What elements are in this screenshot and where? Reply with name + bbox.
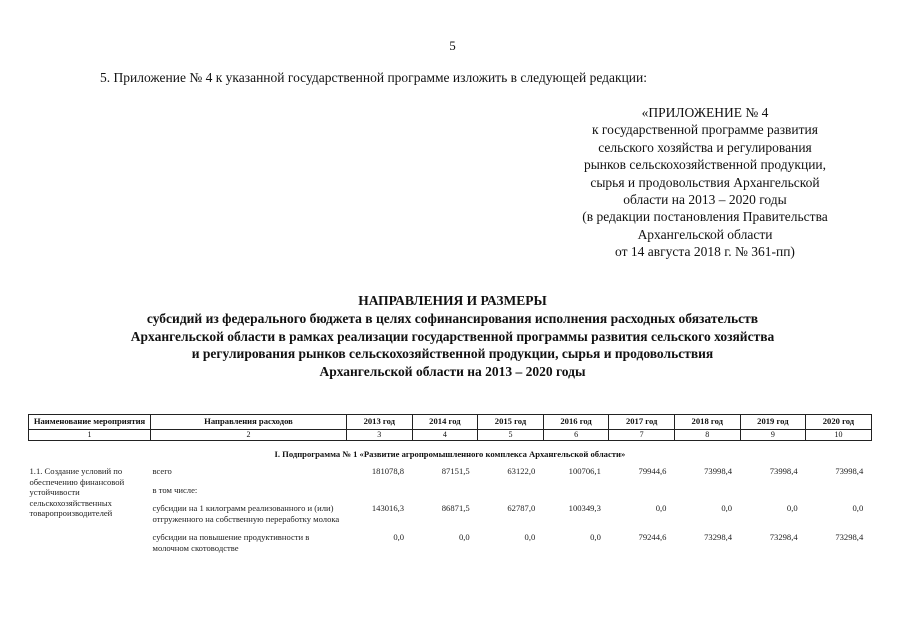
table-row bbox=[29, 483, 872, 502]
row-value bbox=[412, 483, 478, 502]
header-year: 2019 год bbox=[740, 415, 806, 430]
row-value: 143016,3 bbox=[371, 503, 405, 514]
row-value: 86871,5 bbox=[441, 503, 470, 514]
page-number: 5 bbox=[449, 38, 456, 53]
row-value bbox=[478, 483, 544, 502]
table-header-row bbox=[29, 415, 872, 430]
header-year: 2014 год bbox=[412, 415, 478, 430]
row-value bbox=[347, 483, 413, 502]
index-cell: 7 bbox=[609, 429, 675, 440]
row-value: 73998,4 bbox=[704, 466, 733, 477]
header-name: Наименование мероприятия bbox=[29, 415, 151, 430]
heading-line: субсидий из федерального бюджета в целях софинансирования исполнения расходных обязательств bbox=[146, 310, 759, 326]
row-value: 73998,4 bbox=[835, 466, 864, 477]
header-year: 2013 год bbox=[347, 415, 413, 430]
row-value: 73298,4 bbox=[769, 532, 798, 543]
table-row bbox=[29, 530, 872, 559]
index-cell: 9 bbox=[740, 429, 806, 440]
row-value: 0,0 bbox=[852, 503, 864, 514]
appendix-line: сырья и продовольствия Архангельской bbox=[590, 174, 820, 190]
row-value bbox=[806, 483, 872, 502]
appendix-line: «ПРИЛОЖЕНИЕ № 4 bbox=[641, 105, 769, 120]
measure-name: 1.1. Создание условий по обеспечению финансовой устойчивости сельскохозяйственных товаропроизводителей bbox=[29, 466, 125, 519]
header-year: 2016 год bbox=[543, 415, 609, 430]
heading-line: Архангельской области в рамках реализации государственной программы развития сельского хозяйства bbox=[130, 328, 775, 344]
row-value: 73298,4 bbox=[704, 532, 733, 543]
heading-title: НАПРАВЛЕНИЯ И РАЗМЕРЫ bbox=[358, 293, 547, 308]
row-value: 79244,6 bbox=[638, 532, 667, 543]
header-year: 2017 год bbox=[609, 415, 675, 430]
row-value: 0,0 bbox=[786, 503, 798, 514]
subsidy-table bbox=[28, 414, 872, 560]
index-cell: 2 bbox=[151, 429, 347, 440]
appendix-line: рынков сельскохозяйственной продукции, bbox=[583, 157, 827, 173]
intro-paragraph: 5. Приложение № 4 к указанной государственной программе изложить в следующей редакции: bbox=[100, 70, 647, 85]
row-value: 79944,6 bbox=[638, 466, 667, 477]
row-value bbox=[543, 483, 609, 502]
header-year: 2018 год bbox=[674, 415, 740, 430]
header-year: 2015 год bbox=[478, 415, 544, 430]
index-cell: 6 bbox=[543, 429, 609, 440]
row-value: 181078,8 bbox=[371, 466, 405, 477]
index-cell: 10 bbox=[806, 429, 872, 440]
row-direction: субсидии на повышение продуктивности в молочном скотоводстве bbox=[152, 532, 310, 554]
index-cell: 4 bbox=[412, 429, 478, 440]
appendix-line: сельского хозяйства и регулирования bbox=[598, 139, 812, 155]
table-row bbox=[29, 464, 872, 483]
row-value bbox=[609, 483, 675, 502]
index-cell: 1 bbox=[29, 429, 151, 440]
row-value: 63122,0 bbox=[507, 466, 536, 477]
table-index-row bbox=[29, 429, 872, 440]
appendix-block bbox=[540, 104, 870, 261]
row-value: 100706,1 bbox=[568, 466, 601, 477]
appendix-line: к государственной программе развития bbox=[592, 122, 818, 138]
index-cell: 5 bbox=[478, 429, 544, 440]
row-direction: всего bbox=[152, 466, 172, 477]
row-value: 0,0 bbox=[721, 503, 733, 514]
appendix-line: Архангельской области bbox=[637, 226, 773, 242]
appendix-line: от 14 августа 2018 г. № 361-пп) bbox=[615, 244, 795, 260]
row-value: 0,0 bbox=[655, 503, 667, 514]
row-value: 0,0 bbox=[458, 532, 470, 543]
header-direction: Направления расходов bbox=[151, 415, 347, 430]
subprogram-title: I. Подпрограмма № 1 «Развитие агропромышленного комплекса Архангельской области» bbox=[274, 448, 626, 459]
row-direction: в том числе: bbox=[152, 484, 198, 495]
row-value: 100349,3 bbox=[568, 503, 601, 514]
row-value bbox=[740, 483, 806, 502]
heading-line: и регулирования рынков сельскохозяйственной продукции, сырья и продовольствия bbox=[191, 346, 714, 362]
appendix-line: (в редакции постановления Правительства bbox=[582, 209, 828, 225]
index-cell: 8 bbox=[674, 429, 740, 440]
row-value: 0,0 bbox=[524, 532, 536, 543]
appendix-line: области на 2013 – 2020 годы bbox=[623, 192, 787, 208]
header-year: 2020 год bbox=[806, 415, 872, 430]
subprogram-row bbox=[29, 440, 872, 464]
row-value: 0,0 bbox=[393, 532, 405, 543]
index-cell: 3 bbox=[347, 429, 413, 440]
table-row bbox=[29, 501, 872, 530]
heading-line: Архангельской области на 2013 – 2020 годы bbox=[319, 364, 586, 380]
row-value: 73998,4 bbox=[769, 466, 798, 477]
document-heading bbox=[40, 292, 865, 381]
row-direction: субсидии на 1 килограмм реализованного и (или) отгруженного на собственную переработку молока bbox=[152, 503, 340, 524]
row-value: 62787,0 bbox=[507, 503, 536, 514]
row-value bbox=[674, 483, 740, 502]
row-value: 0,0 bbox=[590, 532, 601, 543]
row-value: 87151,5 bbox=[441, 466, 470, 477]
row-value: 73298,4 bbox=[835, 532, 864, 543]
